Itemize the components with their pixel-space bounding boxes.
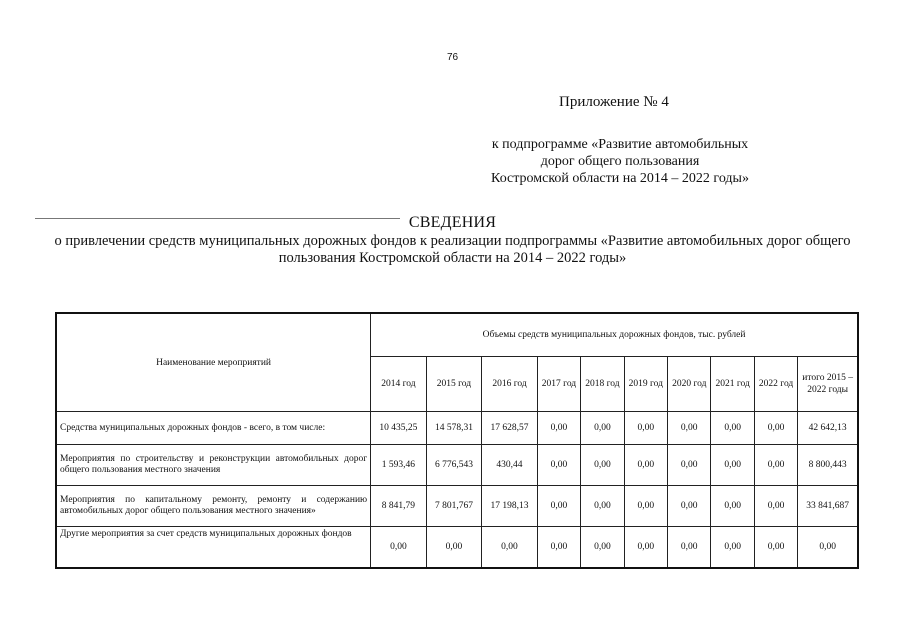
value-cell: 0,00 [754, 445, 797, 486]
year-header: 2016 год [482, 357, 538, 412]
value-cell: 0,00 [711, 445, 754, 486]
row-name: Мероприятия по строительству и реконструкции автомобильных дорог общего пользования местного значения [56, 445, 371, 486]
row-name: Другие мероприятия за счет средств муниципальных дорожных фондов [56, 527, 371, 569]
value-cell: 0,00 [711, 486, 754, 527]
year-header: 2019 год [624, 357, 667, 412]
year-header: 2022 год [754, 357, 797, 412]
appendix-line: Костромской области на 2014 – 2022 годы» [491, 171, 749, 186]
year-header: 2014 год [371, 357, 427, 412]
page-number: 76 [446, 52, 459, 63]
value-cell: 0,00 [371, 527, 427, 569]
value-cell: 0,00 [581, 486, 624, 527]
value-cell: 0,00 [754, 527, 797, 569]
value-cell: 0,00 [581, 412, 624, 445]
appendix-line: к подпрограмме «Развитие автомобильных [491, 137, 749, 152]
table-row [56, 486, 858, 527]
volume-header: Объемы средств муниципальных дорожных фондов, тыс. рублей [371, 313, 858, 357]
value-cell: 430,44 [482, 445, 538, 486]
appendix-subtitle [440, 136, 800, 187]
table-header-row [56, 313, 858, 357]
value-cell: 0,00 [668, 527, 711, 569]
value-cell: 0,00 [581, 527, 624, 569]
value-cell: 1 593,46 [371, 445, 427, 486]
value-cell: 0,00 [668, 445, 711, 486]
value-cell: 0,00 [426, 527, 482, 569]
value-cell: 0,00 [668, 412, 711, 445]
total-cell: 33 841,687 [798, 486, 858, 527]
year-header: 2017 год [537, 357, 580, 412]
funds-table [55, 312, 859, 569]
appendix-line: дорог общего пользования [540, 154, 700, 169]
appendix-title: Приложение № 4 [559, 94, 669, 110]
value-cell: 0,00 [668, 486, 711, 527]
value-cell: 0,00 [754, 412, 797, 445]
row-name: Мероприятия по капитальному ремонту, ремонту и содержанию автомобильных дорог общего пользования местного значения» [56, 486, 371, 527]
value-cell: 0,00 [754, 486, 797, 527]
total-cell: 8 800,443 [798, 445, 858, 486]
value-cell: 0,00 [711, 527, 754, 569]
value-cell: 0,00 [711, 412, 754, 445]
value-cell: 0,00 [482, 527, 538, 569]
value-cell: 0,00 [537, 527, 580, 569]
table-row [56, 527, 858, 569]
value-cell: 0,00 [624, 527, 667, 569]
document-subheading: о привлечении средств муниципальных дорожных фондов к реализации подпрограммы «Развитие автомобильных дорог общего пользования Костромской области на 2014 – 2022 годы» [54, 233, 851, 266]
total-header: итого 2015 – 2022 годы [798, 357, 858, 412]
year-header: 2015 год [426, 357, 482, 412]
document-heading: СВЕДЕНИЯ [408, 214, 497, 231]
table-row [56, 412, 858, 445]
value-cell: 14 578,31 [426, 412, 482, 445]
total-cell: 0,00 [798, 527, 858, 569]
value-cell: 0,00 [537, 445, 580, 486]
value-cell: 0,00 [537, 412, 580, 445]
value-cell: 8 841,79 [371, 486, 427, 527]
value-cell: 0,00 [581, 445, 624, 486]
total-cell: 42 642,13 [798, 412, 858, 445]
value-cell: 7 801,767 [426, 486, 482, 527]
value-cell: 0,00 [624, 412, 667, 445]
value-cell: 17 628,57 [482, 412, 538, 445]
table-row [56, 445, 858, 486]
year-header: 2018 год [581, 357, 624, 412]
value-cell: 17 198,13 [482, 486, 538, 527]
value-cell: 0,00 [537, 486, 580, 527]
year-header: 2021 год [711, 357, 754, 412]
value-cell: 6 776,543 [426, 445, 482, 486]
year-header: 2020 год [668, 357, 711, 412]
value-cell: 10 435,25 [371, 412, 427, 445]
name-column-header: Наименование мероприятий [56, 313, 371, 412]
value-cell: 0,00 [624, 445, 667, 486]
row-name: Средства муниципальных дорожных фондов - всего, в том числе: [56, 412, 371, 445]
value-cell: 0,00 [624, 486, 667, 527]
